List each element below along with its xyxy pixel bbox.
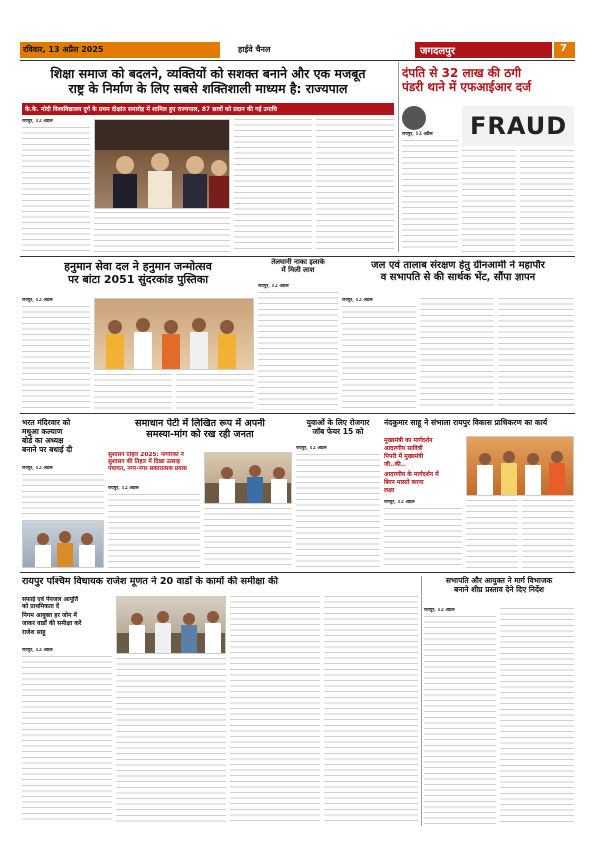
story1-photo-graphic: [95, 120, 230, 209]
header-date: रविवार, 13 अप्रैल 2025: [23, 45, 104, 54]
story8-headline: [296, 418, 380, 444]
story9-bullets: [384, 436, 462, 498]
divider-row3: [20, 572, 575, 573]
column-divider-bottom: [421, 576, 422, 826]
story6-dateline: रायपुर, 12 अप्रैल: [22, 466, 53, 471]
story2-col3: [520, 150, 574, 252]
story1-col2-text: [94, 212, 230, 252]
story5-col3: [498, 298, 574, 410]
column-divider-right: [398, 62, 399, 252]
story2-col1: [402, 106, 458, 252]
story11-headline-line2: बनाने शीघ्र प्रस्ताव देने दिए निर्देश: [453, 585, 545, 594]
story9-bullet2-line1: आदरणीय के मार्गदर्शन में: [384, 471, 439, 478]
story5-headline-line1: जल एवं तालाब संरक्षण हेतु ग्रीनआर्मी ने महापौर: [371, 260, 545, 271]
story7-col1: [108, 486, 200, 568]
story4-dateline: रायपुर, 12 अप्रैल: [258, 284, 289, 289]
story9-bullet2-line3: लक्ष्य: [384, 487, 395, 494]
story7-kicker-line3: पंचायत, नगर-नगर सकारात्मक प्रयास: [108, 465, 187, 472]
story2-col1-text: [402, 140, 458, 248]
story3-headline-line1: हनुमान सेवा दल ने हनुमान जन्मोत्सव: [64, 260, 212, 273]
story3-headline-line2: पर बांटा 2051 सुंदरकांड पुस्तिका: [67, 273, 209, 287]
story10-bullets: [22, 596, 112, 644]
header-rule: [20, 60, 575, 61]
story7-photo-graphic: [205, 453, 292, 504]
story2-col2-text: [462, 150, 516, 252]
story3-headline: [22, 260, 254, 294]
story7-headline: [108, 418, 292, 450]
story9-dateline: रायपुर, 12 अप्रैल: [384, 500, 415, 505]
story3-col1-text: [22, 306, 90, 410]
story10-dateline: रायपुर, 12 अप्रैल: [22, 648, 53, 653]
story8-body-text: [296, 454, 380, 568]
story4-body-text: [258, 292, 338, 410]
story2-headline: [402, 66, 574, 102]
story9-bullet1-line4: जी..की..: [384, 461, 406, 468]
story1-subhead-bar: [22, 103, 394, 115]
story1-headline-line1: शिक्षा समाज को बदलने, व्यक्तियों को सशक्त बनाने और एक मजबूत: [50, 66, 366, 81]
story8-headline-line2: जॉब फेयर 15 को: [312, 427, 364, 436]
story11-headline-line1: सभापति और आयुक्त ने मार्ग विभाजक: [445, 576, 553, 585]
story1-headline: [22, 66, 394, 102]
story1-headline-line2: राष्ट्र के निर्माण के लिए सबसे शक्तिशाली माध्यम है: राज्यपाल: [68, 81, 348, 96]
story9-col1-text: [384, 508, 462, 568]
story7-col2: [204, 508, 292, 568]
story1-col3: [234, 119, 312, 251]
story6-photo: [22, 520, 104, 568]
story9-bullet1-line3: पिपरी में मुख्यमंत्री: [384, 453, 424, 460]
header-edition-name: हाईवे चैनल: [238, 45, 271, 54]
story4-body: [258, 284, 338, 410]
story9-photo-graphic: [467, 437, 574, 496]
story5-headline: [342, 260, 574, 294]
story10-bullet1-line2: को प्राथमिकता दें: [22, 603, 60, 611]
story7-kicker-line2: सुशासन की तिहार में दिखा उत्साह: [108, 458, 180, 465]
story7-col2-text: [204, 508, 292, 568]
story4-headline: [258, 258, 338, 282]
story5-dateline: रायपुर, 12 अप्रैल: [342, 298, 373, 303]
story3-dateline: रायपुर, 12 अप्रैल: [22, 298, 53, 303]
story9-bullet2-line2: बिरन मासते करना: [384, 479, 424, 486]
story10-photo-graphic: [117, 597, 226, 654]
story6-headline: [22, 418, 104, 462]
story11-headline: [424, 576, 574, 606]
story2-headline-line1: दंपति से 32 लाख की ठगी: [402, 66, 522, 80]
story10-col2: [116, 658, 226, 824]
story6-body-text: [22, 474, 104, 516]
story9-col2-text: [466, 500, 518, 568]
story2-dateline: रायपुर, 12 अप्रैल: [402, 132, 433, 137]
story3-col2: [94, 374, 172, 410]
story2-col2: [462, 150, 516, 252]
header-page-number: 7: [560, 43, 567, 54]
story5-col2: [420, 298, 494, 410]
story9-col1: [384, 500, 462, 568]
story9-headline: [384, 418, 574, 432]
story7-kicker-line1: सुशासन तिहार 2025: नागरिकों ने: [108, 452, 184, 458]
story2-col3-text: [520, 150, 574, 252]
story10-col1: [22, 648, 112, 824]
story1-col2: [94, 212, 230, 252]
story7-col1-text: [108, 494, 200, 568]
story6-headline-line2: मधुआ कल्याण: [22, 427, 63, 436]
story10-col4-text: [324, 596, 418, 824]
story9-bullet1-line1: मुख्यमंत्री का मार्गदर्शन: [384, 437, 433, 444]
story5-col2-text: [420, 298, 494, 410]
header-city: जगदलपुर: [420, 46, 455, 57]
story9-headline-text: नंदकुमार साहू ने संभाला रायपुर विकास प्राधिकरण का कार्य: [384, 418, 548, 427]
story7-dateline: रायपुर, 12 अप्रैल: [108, 486, 139, 491]
story3-photo: [94, 298, 254, 370]
story7-headline-line1: समाधान पेटी में लिखित रूप में अपनी: [135, 418, 265, 429]
story5-col3-text: [498, 298, 574, 410]
story9-col3: [522, 500, 574, 568]
story11-col2: [500, 608, 574, 824]
story7-kicker: [108, 452, 200, 482]
story5-col1: [342, 298, 416, 410]
story11-col2-text: [500, 608, 574, 824]
story10-bullet1-line1: सफाई एवं पेयजल आपूर्ति: [22, 596, 79, 603]
story2-fraud-graphic: [462, 106, 574, 146]
story10-bullet2-line2: जाकर वार्डों की समीक्षा करें: [22, 619, 82, 627]
story6-body: [22, 466, 104, 516]
story4-headline-line2: में मिली लाश: [281, 266, 315, 275]
story3-col3-text: [176, 374, 254, 410]
story10-col1-text: [22, 656, 112, 824]
story2-fraud-word: FRAUD: [470, 112, 568, 140]
story10-bullet3: राजेश साहू: [22, 628, 46, 636]
story1-col1-text: [22, 127, 90, 251]
story5-col1-text: [342, 306, 416, 410]
story9-col3-text: [522, 500, 574, 568]
story8-dateline: रायपुर, 12 अप्रैल: [296, 446, 327, 451]
story2-headline-line2: पंडरी थाने में एफआईआर दर्ज: [402, 80, 532, 95]
story1-col4-text: [316, 119, 394, 251]
story9-col2: [466, 500, 518, 568]
divider-row2: [20, 413, 575, 414]
story3-col1: [22, 298, 90, 410]
story7-headline-line2: समस्या-मांग को रख रही जनता: [146, 429, 254, 441]
story1-col4: [316, 119, 394, 251]
story10-headline: [22, 576, 418, 592]
story3-col3: [176, 374, 254, 410]
story10-col3: [230, 596, 320, 824]
story11-col1: [424, 608, 496, 824]
story1-dateline: रायपुर, 12 अप्रैल: [22, 119, 53, 124]
story8-headline-line1: युवाओं के लिए रोजगार: [306, 418, 370, 427]
story10-photo: [116, 596, 226, 654]
story5-headline-line2: व सभापति से की सार्थक भेंट, सौंपा ज्ञापन: [380, 272, 536, 283]
story11-dateline: रायपुर, 12 अप्रैल: [424, 608, 455, 613]
story6-headline-line4: बनाने पर बधाई दी: [22, 445, 73, 454]
story1-subhead: के.के. मोदी विश्वविद्यालय दुर्ग के प्रथम दीक्षांत समारोह में शामिल हुए राज्यपाल, 87 छात्रों को प्रदान की गई उपाधि: [25, 106, 277, 113]
story9-photo: [466, 436, 574, 496]
story8-body: [296, 446, 380, 568]
story3-col2-text: [94, 374, 172, 410]
story1-col1: [22, 119, 90, 251]
story6-headline-line1: भरत मंदिरवार को: [22, 418, 71, 427]
story7-photo: [204, 452, 292, 504]
story2-icon: [402, 106, 426, 130]
story1-col3-text: [234, 119, 312, 251]
story3-photo-graphic: [95, 299, 254, 370]
divider-row1: [20, 256, 575, 257]
story10-headline-text: रायपुर पश्चिम विधायक राजेश मूणत ने 20 वार्डों के कामों की समीक्षा की: [22, 576, 278, 587]
story1-photo: [94, 119, 230, 209]
story10-col3-text: [230, 596, 320, 824]
story10-bullet2-line1: निगम आयुक्त हर जोन में: [22, 612, 78, 620]
story10-col4: [324, 596, 418, 824]
story4-headline-line1: तेलघानी नाका इलाके: [271, 258, 325, 266]
story6-headline-line3: बोर्ड का अध्यक्ष: [22, 436, 64, 445]
page-header: [20, 42, 575, 58]
story10-col2-text: [116, 658, 226, 824]
story9-bullet1-line2: आदरणीय सावित्री: [384, 445, 423, 452]
story6-photo-graphic: [23, 521, 104, 568]
story11-col1-text: [424, 616, 496, 824]
